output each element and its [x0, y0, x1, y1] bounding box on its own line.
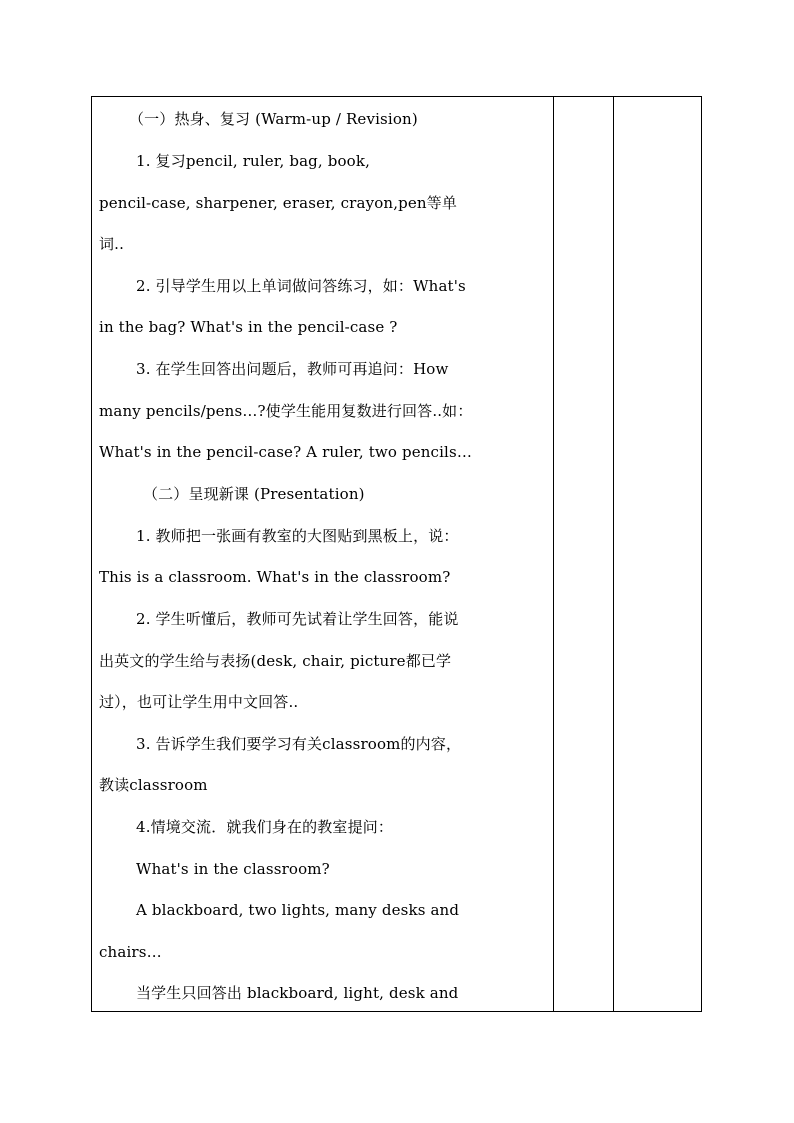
- text-line: 3. 告诉学生我们要学习有关classroom的内容，: [136, 735, 462, 753]
- column-divider-2: [613, 97, 614, 1011]
- text-line: many pencils/pens…?使学生能用复数进行回答..如：: [99, 402, 473, 420]
- text-line: 教读classroom: [99, 776, 208, 794]
- text-line: 3. 在学生回答出问题后，教师可再追问：How: [136, 360, 449, 378]
- text-line: pencil-case, sharpener, eraser, crayon,pen等单: [99, 194, 458, 212]
- section-heading-presentation: （二）呈现新课 (Presentation): [143, 485, 365, 503]
- text-line: 当学生只回答出 blackboard, light, desk and: [136, 984, 459, 1002]
- text-line: 出英文的学生给与表扬(desk, chair, picture都已学: [99, 652, 452, 670]
- text-line: in the bag? What's in the pencil-case ?: [99, 318, 398, 336]
- text-line: What's in the classroom?: [136, 860, 330, 878]
- text-line: chairs…: [99, 943, 162, 961]
- lesson-table: [91, 96, 702, 1012]
- text-line: 4.情境交流．就我们身在的教室提问：: [136, 818, 394, 836]
- text-line: 过），也可让学生用中文回答..: [99, 693, 299, 711]
- text-line: 2. 引导学生用以上单词做问答练习，如：What's: [136, 277, 466, 295]
- section-heading-warmup: （一）热身、复习 (Warm-up / Revision): [129, 110, 418, 128]
- text-line: 词..: [99, 235, 124, 253]
- text-line: A blackboard, two lights, many desks and: [136, 901, 460, 919]
- text-line: 1. 教师把一张画有教室的大图贴到黑板上，说：: [136, 527, 459, 545]
- text-line: 2. 学生听懂后，教师可先试着让学生回答，能说: [136, 610, 459, 628]
- column-divider-1: [553, 97, 554, 1011]
- text-line: This is a classroom. What's in the classroom?: [99, 568, 451, 586]
- text-line: 1. 复习pencil, ruler, bag, book,: [136, 152, 371, 170]
- text-line: What's in the pencil-case? A ruler, two pencils…: [99, 443, 472, 461]
